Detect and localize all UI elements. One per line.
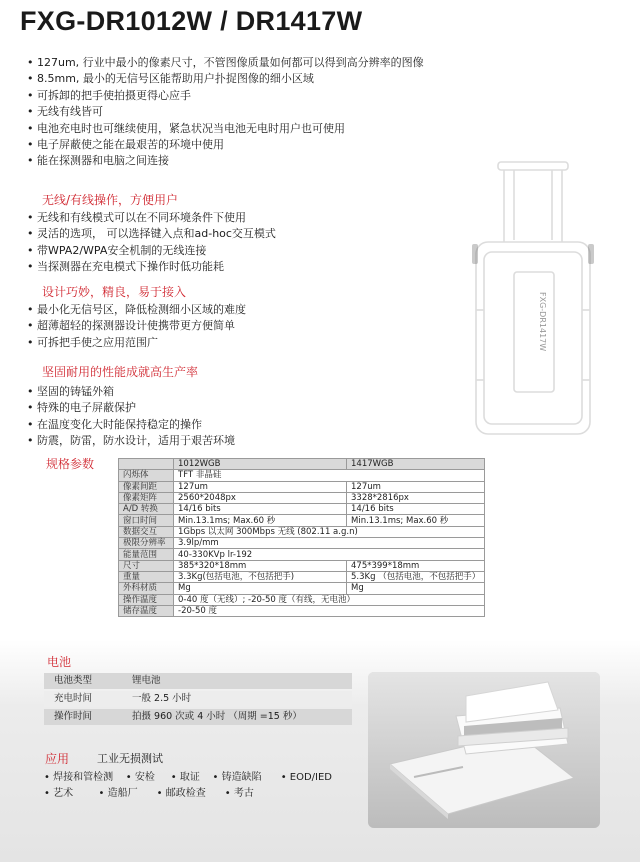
spec-title: 规格参数 <box>46 457 95 471</box>
design-list <box>27 302 246 351</box>
header-cell: 1012WGB <box>174 459 347 470</box>
application-title: 应用 <box>45 752 70 766</box>
wireless-list <box>27 210 276 276</box>
row-value: TFT 非晶硅 <box>174 470 485 481</box>
table-row <box>119 538 485 549</box>
durable-list <box>27 384 235 450</box>
table-row <box>119 583 485 594</box>
row-value: 475*399*18mm <box>347 560 485 571</box>
feature-item: • 127um, 行业中最小的像素尺寸，不管图像质量如何都可以得到高分辨率的图像 <box>27 55 424 71</box>
battery-value: 锂电池 <box>132 675 161 686</box>
list-item: • 灵活的选项， 可以选择键入点和ad-hoc交互模式 <box>27 226 276 242</box>
battery-key: 充电时间 <box>54 693 93 704</box>
table-row <box>119 594 485 605</box>
battery-value: 一般 2.5 小时 <box>132 693 192 704</box>
row-label: 窗口时间 <box>119 515 174 526</box>
table-row <box>119 560 485 571</box>
row-value: -20-50 度 <box>174 605 485 616</box>
row-label: 极限分辨率 <box>119 538 174 549</box>
row-label: 尺寸 <box>119 560 174 571</box>
battery-key: 操作时间 <box>54 711 93 722</box>
row-label: 能量范围 <box>119 549 174 560</box>
detector-photo <box>368 672 600 828</box>
row-label: 闪烁体 <box>119 470 174 481</box>
battery-row <box>44 673 352 689</box>
table-row <box>119 571 485 582</box>
feature-item: • 能在探测器和电脑之间连接 <box>27 153 424 169</box>
row-value: 0-40 度（无线）; -20-50 度（有线，无电池） <box>174 594 485 605</box>
rolling-case-image <box>470 160 596 438</box>
table-row <box>119 605 485 616</box>
list-item: • 带WPA2/WPA安全机制的无线连接 <box>27 243 276 259</box>
row-value: 3.3Kg(包括电池，不包括把手) <box>174 571 347 582</box>
row-label: 储存温度 <box>119 605 174 616</box>
row-value: 40-330KVp lr-192 <box>174 549 485 560</box>
feature-item: • 无线有线皆可 <box>27 104 424 120</box>
row-label: 重量 <box>119 571 174 582</box>
table-row <box>119 481 485 492</box>
row-value: 3.9lp/mm <box>174 538 485 549</box>
feature-item: • 8.5mm, 最小的无信号区能帮助用户扑捉图像的细小区域 <box>27 71 424 87</box>
row-value: Mg <box>174 583 347 594</box>
table-row <box>119 504 485 515</box>
header-cell <box>119 459 174 470</box>
row-label: 数据交互 <box>119 526 174 537</box>
row-value: 14/16 bits <box>347 504 485 515</box>
row-label: A/D 转换 <box>119 504 174 515</box>
section-title-durable: 坚固耐用的性能成就高生产率 <box>42 365 199 379</box>
detector-drawing <box>368 672 600 828</box>
row-value: Min.13.1ms; Max.60 秒 <box>347 515 485 526</box>
battery-row <box>44 709 352 725</box>
feature-item: • 电池充电时也可继续使用，紧急状况当电池无电时用户也可使用 <box>27 121 424 137</box>
feature-item: • 可拆卸的把手使拍摄更得心应手 <box>27 88 424 104</box>
application-line: • 焊接和管检测 • 安检 • 取证 • 铸造缺陷 • EOD/IED <box>44 772 333 783</box>
case-label: FXG-DR1417W <box>538 292 547 352</box>
row-label: 操作温度 <box>119 594 174 605</box>
row-value: 3328*2816px <box>347 492 485 503</box>
section-title-wireless: 无线/有线操作，方便用户 <box>42 193 179 207</box>
row-label: 外科材质 <box>119 583 174 594</box>
list-item: • 在温度变化大时能保持稳定的操作 <box>27 417 235 433</box>
application-subtitle: 工业无损测试 <box>97 752 163 765</box>
list-item: • 最小化无信号区，降低检测细小区域的难度 <box>27 302 246 318</box>
row-value: Mg <box>347 583 485 594</box>
section-title-design: 设计巧妙，精良，易于接入 <box>42 285 187 299</box>
list-item: • 超薄超轻的探测器设计使携带更方便简单 <box>27 318 246 334</box>
table-row <box>119 515 485 526</box>
list-item: • 当探测器在充电模式下操作时低功能耗 <box>27 259 276 275</box>
list-item: • 可拆把手使之应用范围广 <box>27 335 246 351</box>
row-value: 2560*2048px <box>174 492 347 503</box>
feature-item: • 电子屏蔽使之能在最艰苦的环境中使用 <box>27 137 424 153</box>
row-label: 像素矩阵 <box>119 492 174 503</box>
application-line: • 艺术 • 造船厂 • 邮政检查 • 考古 <box>44 788 254 799</box>
table-row <box>119 470 485 481</box>
table-row <box>119 526 485 537</box>
list-item: • 特殊的电子屏蔽保护 <box>27 400 235 416</box>
row-label: 像素间距 <box>119 481 174 492</box>
row-value: 127um <box>347 481 485 492</box>
row-value: 5.3Kg （包括电池，不包括把手） <box>347 571 485 582</box>
list-item: • 防震，防雷，防水设计，适用于艰苦环境 <box>27 433 235 449</box>
spec-table <box>118 458 485 617</box>
row-value: 1Gbps 以太网 300Mbps 无线 (802.11 a.g.n) <box>174 526 485 537</box>
product-title: FXG-DR1012W / DR1417W <box>20 6 363 36</box>
battery-value: 拍摄 960 次或 4 小时 （周期 =15 秒） <box>132 711 302 722</box>
battery-key: 电池类型 <box>54 675 93 686</box>
row-value: Min.13.1ms; Max.60 秒 <box>174 515 347 526</box>
header-cell: 1417WGB <box>347 459 485 470</box>
table-row <box>119 492 485 503</box>
row-value: 14/16 bits <box>174 504 347 515</box>
battery-title: 电池 <box>47 655 72 669</box>
table-header-row <box>119 459 485 470</box>
row-value: 127um <box>174 481 347 492</box>
feature-list <box>27 55 424 170</box>
battery-row <box>44 691 352 707</box>
row-value: 385*320*18mm <box>174 560 347 571</box>
list-item: • 无线和有线模式可以在不同环境条件下使用 <box>27 210 276 226</box>
table-row <box>119 549 485 560</box>
list-item: • 坚固的铸锰外箱 <box>27 384 235 400</box>
